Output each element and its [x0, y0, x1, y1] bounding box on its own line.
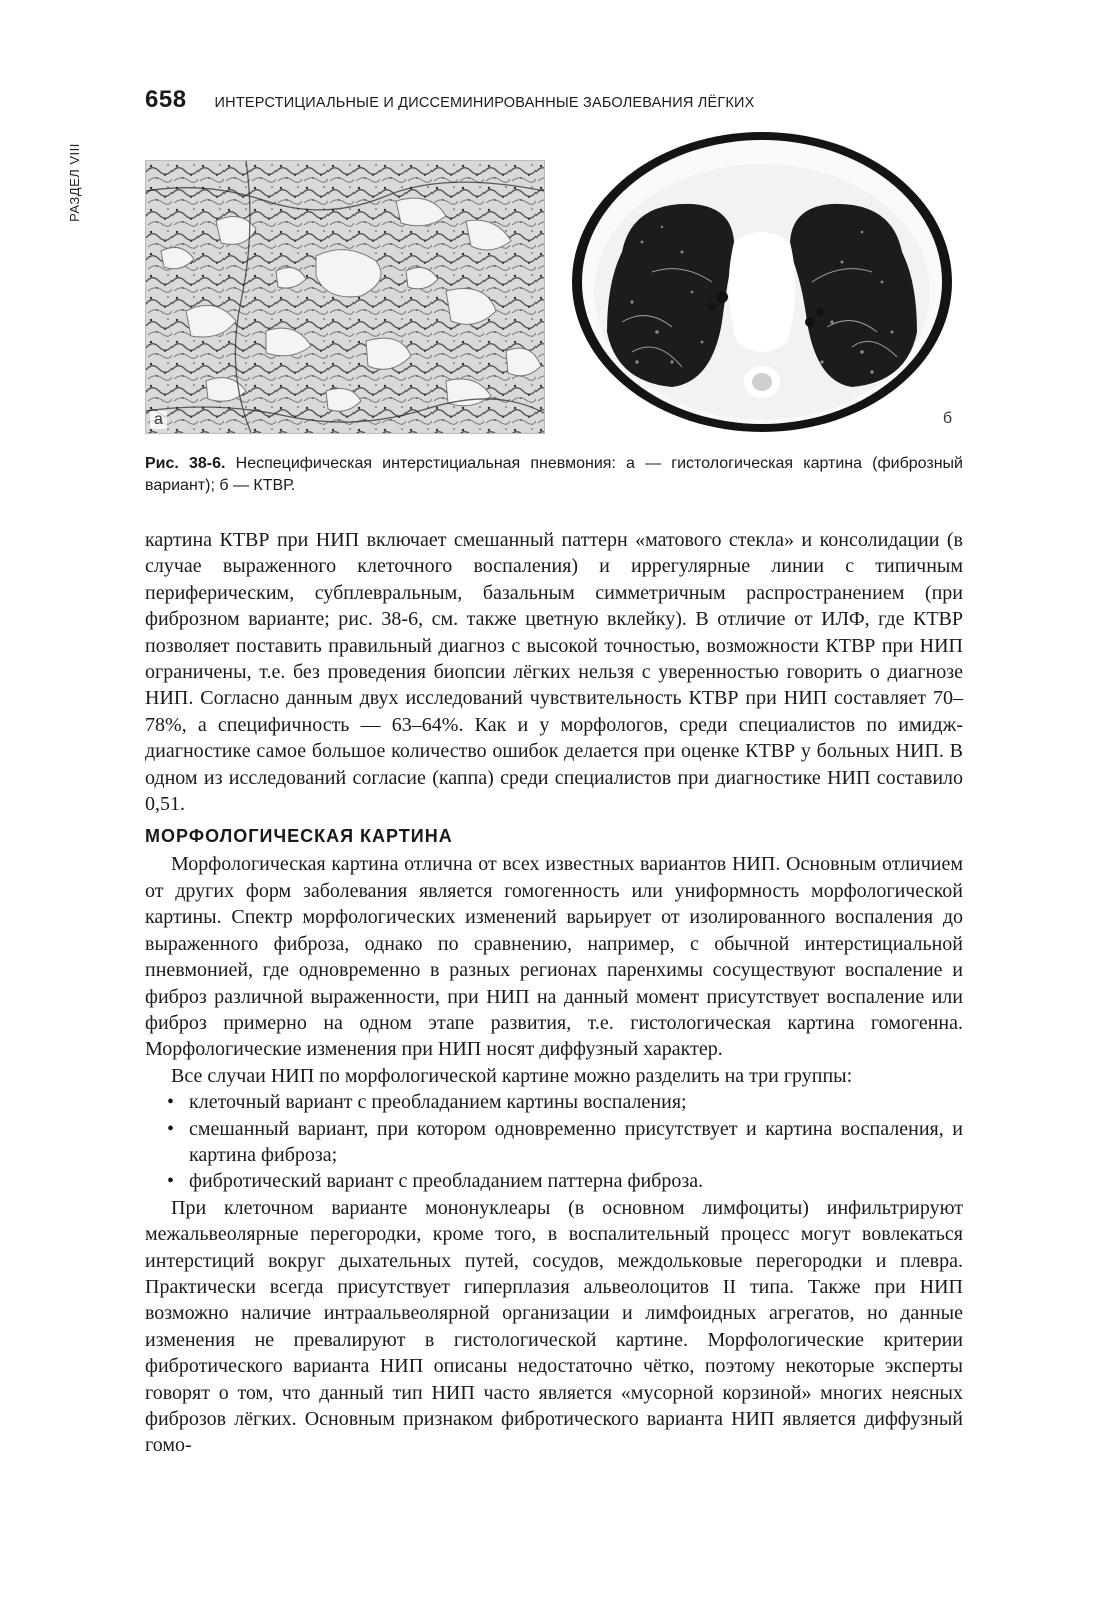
figure-caption: [145, 453, 963, 497]
running-title: ИНТЕРСТИЦИАЛЬНЫЕ И ДИССЕМИНИРОВАННЫЕ ЗАБОЛЕВАНИЯ ЛЁГКИХ: [214, 95, 755, 111]
panel-a-letter: а: [150, 411, 167, 429]
list-item: • клеточный вариант с преобладанием картины воспаления;: [145, 1089, 963, 1115]
ct-scan-image: [562, 132, 962, 432]
panel-b-letter: б: [939, 410, 956, 428]
list-item: • фибротический вариант с преобладанием паттерна фиброза.: [145, 1168, 963, 1194]
page-header: [145, 86, 965, 114]
list-item: • смешанный вариант, при котором одновременно присутствует и картина воспаления, и картина фиброза;: [145, 1116, 963, 1169]
paragraph-morphology-intro: Морфологическая картина отлична от всех известных вариантов НИП. Основным отличием от других форм заболевания является гомогенность или униформность морфологической картины. Спектр морфологических изменений варьирует от изолированного воспаления до выраженного фиброза, однако по сравнению, например, с обычной интерстициальной пневмонией, где одновременно в разных регионах паренхимы сосуществуют воспаление и фиброз различной выраженности, при НИП на данный момент присутствует воспаление или фиброз примерно на одном этапе развития, т.е. гистологическая картина гомогенна. Морфологические изменения при НИП носят диффузный характер.: [145, 853, 963, 1061]
histology-image: [146, 161, 544, 433]
page-number: 658: [145, 86, 187, 113]
paragraph-groups-intro: Все случаи НИП по морфологической картине можно разделить на три группы:: [171, 1064, 853, 1087]
paragraph-continuation: картина КТВР при НИП включает смешанный паттерн «матового стекла» и консолидации (в случае выраженного клеточного воспаления) и иррегулярные линии с типичным периферическим, субплевральным, базальным симметричным распространением (при фиброзном варианте; рис. 38-6, см. также цветную вклейку). В отличие от ИЛФ, где КТВР позволяет поставить правильный диагноз с высокой точностью, возможности КТВР при НИП ограничены, т.е. без проведения биопсии лёгких нельзя с уверенностью говорить о диагнозе НИП. Согласно данным двух исследований чувствительность КТВР при НИП составляет 70–78%, а специфичность — 63–64%. Как и у морфологов, среди специалистов по имидж-диагностике самое большое количество ошибок делается при оценке КТВР у больных НИП. В одном из исследований согласие (каппа) среди специалистов при диагностике НИП составило 0,51.: [145, 529, 963, 816]
paragraph-cellular-variant: При клеточном варианте мононуклеары (в основном лимфоциты) инфильтрируют межальвеолярные перегородки, кроме того, в воспалительный процесс могут вовлекаться интерстиций вокруг дыхательных путей, сосудов, междольковые перегородки и плевра. Практически всегда присутствует гиперплазия альвеолоцитов II типа. Также при НИП возможно наличие интраальвеолярной организации и лимфоидных агрегатов, но данные изменения не превалируют в гистологической картине. Морфологические критерии фибротического варианта НИП описаны недостаточно чётко, поэтому некоторые эксперты говорят о том, что данный тип НИП часто является «мусорной корзиной» многих неясных фиброзов лёгких. Основным признаком фибротического варианта НИП является диффузный гомо-: [145, 1196, 963, 1457]
figure-caption-label: Рис. 38-6.: [145, 455, 226, 472]
figure-caption-text: Неспецифическая интерстициальная пневмония: а — гистологическая картина (фиброзный вариант); б — КТВР.: [145, 455, 963, 494]
figure-panel-b-ct-scan: [562, 132, 962, 432]
section-side-label: [62, 132, 86, 232]
figure-panel-a-histology: [145, 160, 545, 434]
groups-list: [145, 1089, 963, 1195]
section-heading: МОРФОЛОГИЧЕСКАЯ КАРТИНА: [145, 826, 453, 847]
section-side-label-text: РАЗДЕЛ VIII: [66, 142, 82, 222]
body-text: [145, 527, 963, 1459]
